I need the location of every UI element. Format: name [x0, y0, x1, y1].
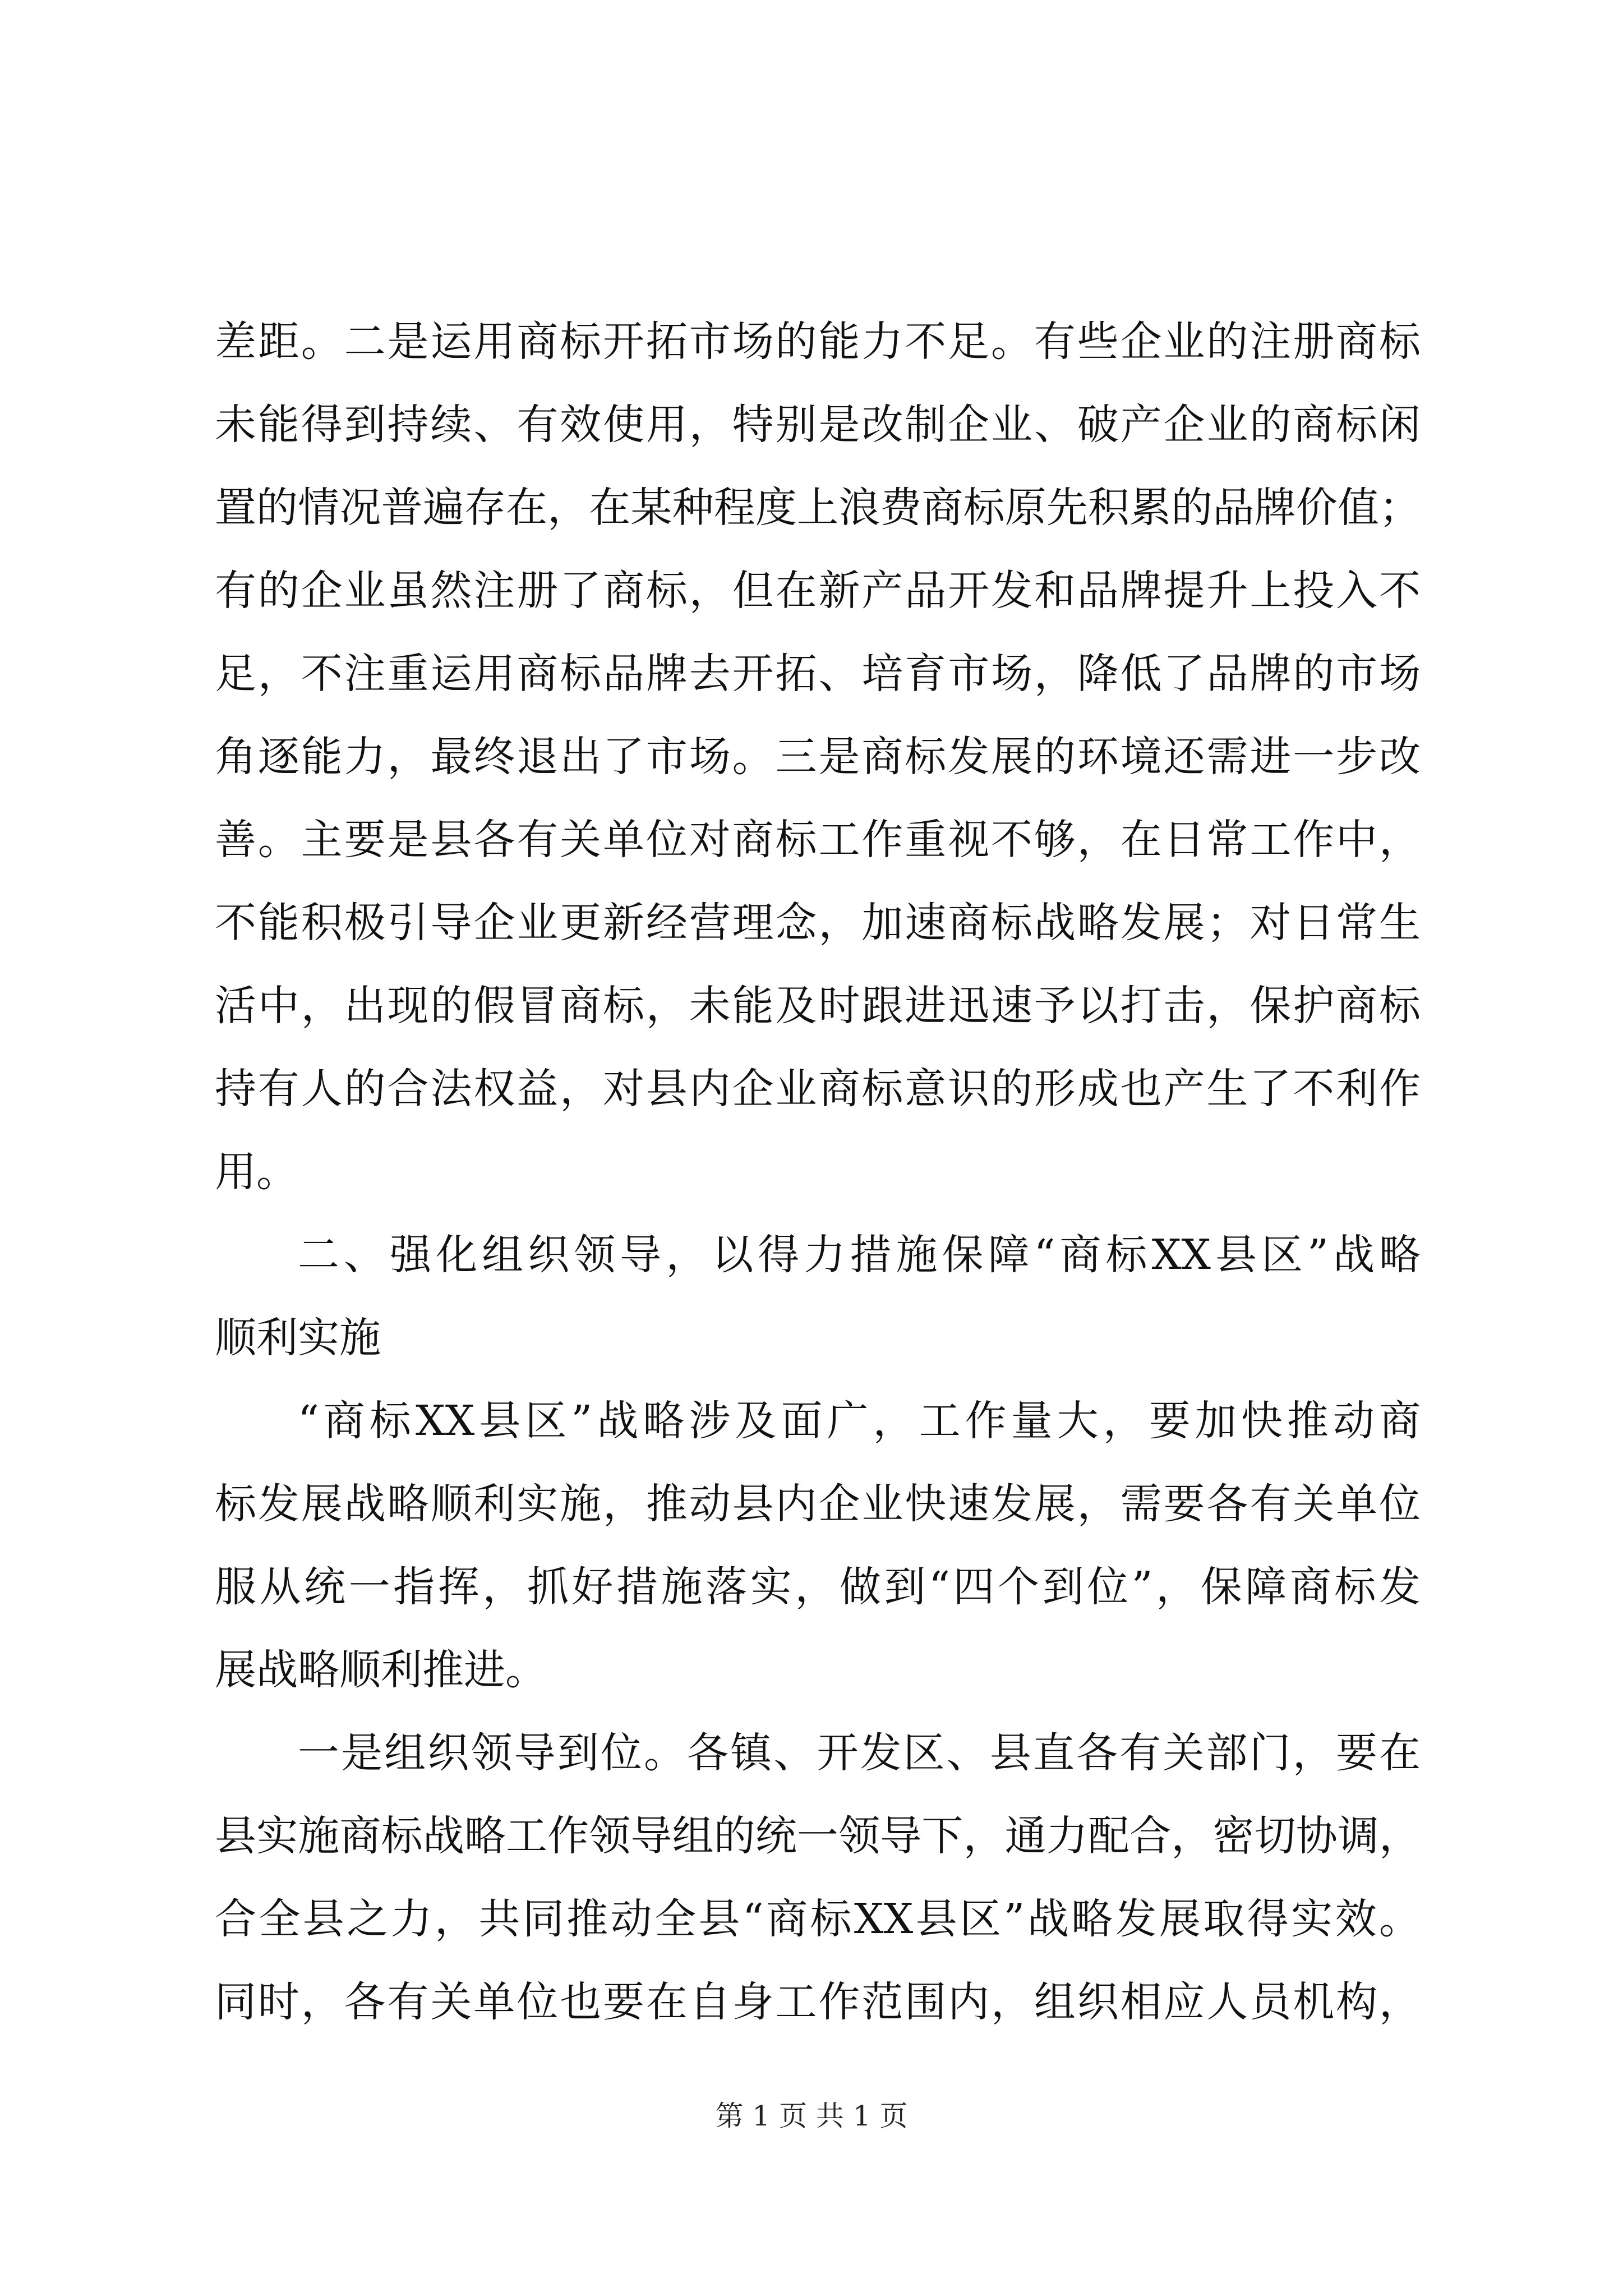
- text-line: 同时，各有关单位也要在自身工作范围内，组织相应人员机构，: [215, 1978, 1421, 2026]
- text-line: 合全县之力，共同推动全县“商标XX县区”战略发展取得实效。: [215, 1895, 1421, 1943]
- text-line: 展战略顺利推进。: [215, 1646, 547, 1694]
- text-line: 服从统一指挥，抓好措施落实，做到“四个到位”，保障商标发: [215, 1563, 1421, 1611]
- text-line: 用。: [215, 1148, 298, 1196]
- page-footer: 第 1 页 共 1 页: [715, 2100, 908, 2132]
- text-line: 差距。二是运用商标开拓市场的能力不足。有些企业的注册商标: [215, 318, 1421, 366]
- text-line: “商标XX县区”战略涉及面广，工作量大，要加快推动商: [298, 1397, 1421, 1445]
- text-line: 足，不注重运用商标品牌去开拓、培育市场，降低了品牌的市场: [215, 650, 1421, 698]
- text-line: 活中，出现的假冒商标，未能及时跟进迅速予以打击，保护商标: [215, 982, 1421, 1030]
- text-line: 顺利实施: [215, 1314, 381, 1362]
- text-line: 县实施商标战略工作领导组的统一领导下，通力配合，密切协调，: [215, 1812, 1421, 1860]
- text-line: 有的企业虽然注册了商标，但在新产品开发和品牌提升上投入不: [215, 567, 1421, 615]
- text-line: 标发展战略顺利实施，推动县内企业快速发展，需要各有关单位: [215, 1480, 1421, 1528]
- text-line: 未能得到持续、有效使用，特别是改制企业、破产企业的商标闲: [215, 401, 1421, 449]
- text-line: 持有人的合法权益，对县内企业商标意识的形成也产生了不利作: [215, 1065, 1421, 1113]
- text-line: 善。主要是县各有关单位对商标工作重视不够，在日常工作中，: [215, 816, 1421, 864]
- document-body: [215, 300, 1421, 2044]
- text-line: 二、强化组织领导，以得力措施保障“商标XX县区”战略: [298, 1231, 1421, 1279]
- text-line: 置的情况普遍存在，在某种程度上浪费商标原先积累的品牌价值；: [215, 484, 1421, 532]
- text-line: 一是组织领导到位。各镇、开发区、县直各有关部门，要在: [298, 1729, 1421, 1777]
- text-line: 不能积极引导企业更新经营理念，加速商标战略发展；对日常生: [215, 899, 1421, 947]
- text-line: 角逐能力，最终退出了市场。三是商标发展的环境还需进一步改: [215, 733, 1421, 781]
